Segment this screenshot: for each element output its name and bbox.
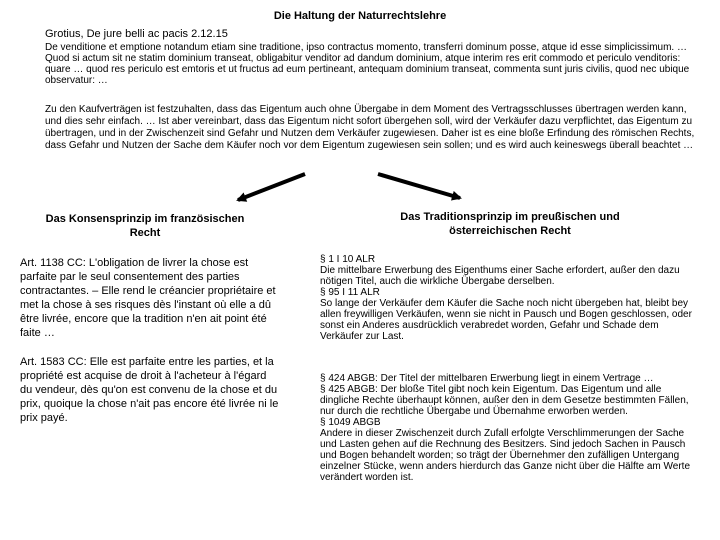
arrow-left: [238, 174, 305, 200]
art-1138-paragraph: Art. 1138 CC: L'obligation de livrer la chose est parfaite par le seul consentement des parties contractantes. – Elle rend le créancier propriétaire et met la chose à ses risques dès l'instant où elle a dû être livrée, encore que la tradition n'en ait point été faite …: [20, 257, 276, 339]
abgb-s1049-heading: § 1049 ABGB: [320, 417, 381, 428]
german-translation: Zu den Kaufverträgen ist festzuhalten, dass das Eigentum auch ohne Übergabe in dem Moment des Vertragsschlusses übertragen werden kann, und dies sehr einfach. … Ist aber vereinbart, dass das Eigentum nicht sofort übergehen soll, wird der Verkäufer dazu verpflichtet, das Eigentum zu übertragen, und in der Zwischenzeit sind Gefahr und Nutzen dem Verkäufer zugewiesen. Daher ist es eine bloße Erfindung des römischen Rechts, dass Gefahr und Nutzen der Sache dem Käufer noch vor dem Eigentum zugewiesen sein sollen; und es wird auch keineswegs überall beachtet …: [45, 104, 695, 151]
abgb-s425: § 425 ABGB: Der bloße Titel gibt noch kein Eigentum. Das Eigentum und alle dingliche Rechte überhaupt können, außer den in dem Gesetze bestimmten Fällen, nur durch die rechtliche Übergabe und Übernahme erworben werden.: [320, 384, 689, 417]
left-column-title: Das Konsensprinzip im französischen Recht: [45, 213, 245, 239]
alr-s95-heading: § 95 I 11 ALR: [320, 287, 380, 298]
alr-s1-text: Die mittelbare Erwerbung des Eigenthums einer Sache erfordert, außer den dazu nötigen Titel, auch die wirkliche Übergabe derselben.: [320, 265, 680, 287]
abgb-section: [320, 373, 700, 483]
alr-s95-text: So lange der Verkäufer dem Käufer die Sache noch nicht übergeben hat, bleibt bey allen freywilligen Verkäufen, wenn sie nicht in Pausch und Bogen geschlossen, oder sonst ein Anderes ausdrücklich verabredet worden, Gefahr und Schade dem Verkäufer zur Last.: [320, 298, 692, 342]
abgb-s1049-text: Andere in dieser Zwischenzeit durch Zufall erfolgte Verschlimmerungen der Sache und Lasten gehen auf die Rechnung des Besitzers. Sind jedoch Sachen in Pausch und Bogen behandelt worden; so trägt der Übernehmer den zufälligen Untergang einzelner Stücke, wenn anders hierdurch das Ganze nicht über die Hälfte am Werte verändert worden ist.: [320, 428, 691, 483]
abgb-s424: § 424 ABGB: Der Titel der mittelbaren Erwerbung liegt in einem Vertrage …: [320, 373, 654, 384]
alr-s1-heading: § 1 I 10 ALR: [320, 254, 376, 265]
arrow-right: [378, 174, 460, 198]
alr-section: [320, 254, 700, 342]
latin-quote: De venditione et emptione notandum etiam sine traditione, ipso contractus momento, transferri dominum posse, atque id esse simplicissimum. … Quod si actum sit ne statim dominium transeat, obligabitur venditor ad dandum dominium, atque interim res erit commodo et periculo venditoris: quare … quod res periculo est emtoris et ut fructus ad eum pertineant, antequam dominium transeat, commenta sunt juris civilis, quod nec ubique observatur: …: [45, 42, 690, 86]
page-title: Die Haltung der Naturrechtslehre: [273, 10, 447, 22]
art-1583-paragraph: Art. 1583 CC: Elle est parfaite entre les parties, et la propriété est acquise de droit à l'acheteur à l'égard du vendeur, dès qu'on est convenu de la chose et du prix, quoique la chose n'ait pas encore été livrée ni le prix payé.: [20, 356, 279, 424]
right-column-title: Das Traditionsprinzip im preußischen und österreichischen Recht: [400, 211, 620, 237]
source-heading: Grotius, De jure belli ac pacis 2.12.15: [45, 28, 228, 40]
